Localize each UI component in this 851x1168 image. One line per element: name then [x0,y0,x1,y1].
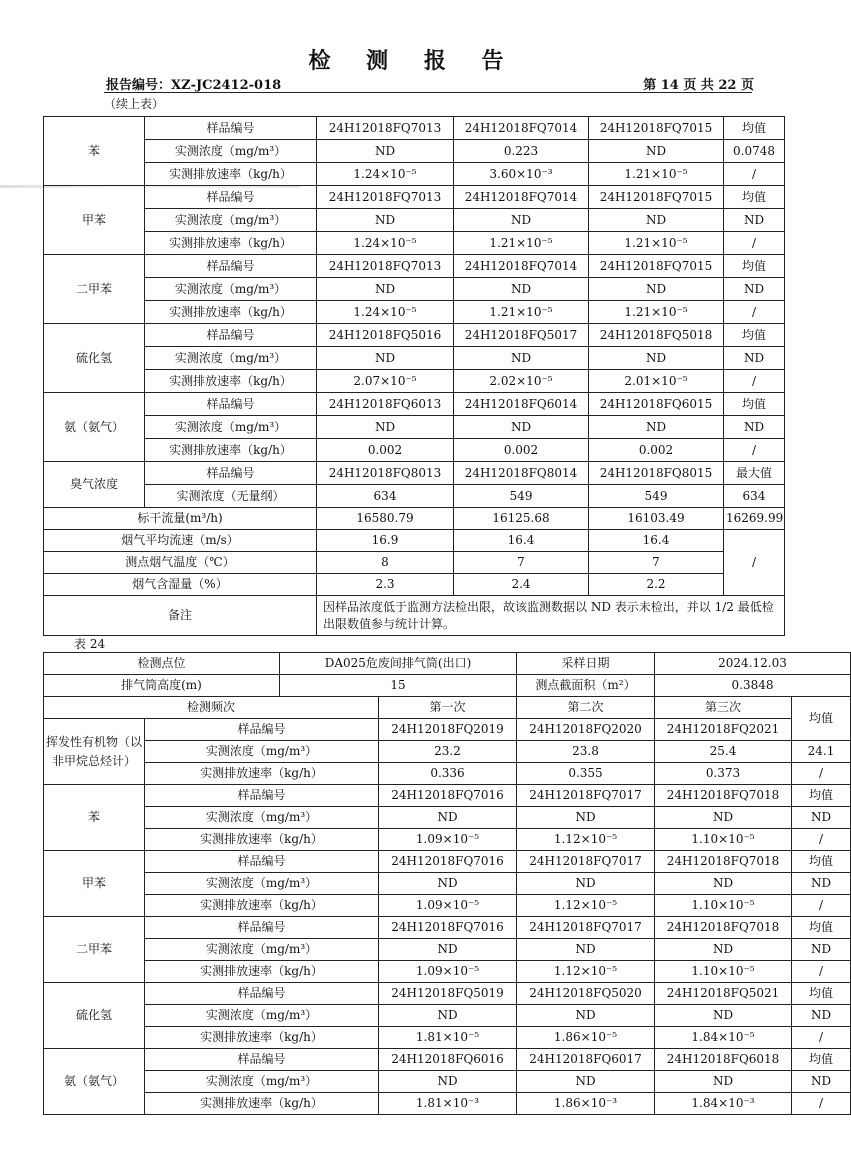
sample-id: 24H12018FQ7016 [379,917,517,939]
humidity-value: 2.4 [454,574,589,596]
table-24-caption: 表 24 [74,637,106,651]
flow-avg: 16269.99 [724,508,785,530]
concentration-row [44,485,785,508]
sample-id: 24H12018FQ7013 [317,117,454,140]
sample-id: 24H12018FQ7014 [454,255,589,278]
sample-id-row [44,117,785,140]
concentration-value: ND [655,807,792,829]
row-label: 样品编号 [145,117,317,140]
sample-id: 24H12018FQ7017 [517,851,655,873]
concentration-avg: ND [724,209,785,232]
sample-id: 24H12018FQ6015 [589,393,724,416]
emission-rate-value: 0.002 [589,439,724,462]
concentration-value: ND [655,1005,792,1027]
emission-rate-value: 1.24×10⁻⁵ [317,301,454,324]
sample-id-row [44,1049,851,1071]
flow-value: 16125.68 [454,508,589,530]
report-title: 检 测 报 告 [308,48,518,74]
emission-rate-value: 1.10×10⁻⁵ [655,895,792,917]
emission-rate-avg: / [724,439,785,462]
concentration-value: ND [655,1071,792,1093]
concentration-row [44,209,785,232]
sample-id: 24H12018FQ8015 [589,462,724,485]
sample-id: 24H12018FQ8014 [454,462,589,485]
concentration-value: 23.8 [517,741,655,763]
sample-id: 24H12018FQ5019 [379,983,517,1005]
sample-id: 24H12018FQ7016 [379,785,517,807]
remark-row [44,596,785,636]
concentration-value: ND [589,278,724,301]
sample-id: 24H12018FQ7018 [655,917,792,939]
sample-id-row [44,719,851,741]
emission-rate-value: 2.07×10⁻⁵ [317,370,454,393]
area-value: 0.3848 [655,675,851,697]
concentration-row [44,347,785,370]
sample-id: 24H12018FQ7014 [454,117,589,140]
sample-id-row [44,851,851,873]
continued-label: （续上表） [104,97,165,111]
concentration-value: ND [317,347,454,370]
emission-rate-row [44,895,851,917]
temp-value: 7 [454,552,589,574]
emission-rate-row [44,163,785,186]
emission-rate-value: 0.373 [655,763,792,785]
emission-rate-row [44,763,851,785]
date-value: 2024.12.03 [655,653,851,675]
emission-rate-value: 1.21×10⁻⁵ [589,163,724,186]
concentration-avg: ND [792,1005,851,1027]
emission-rate-avg: / [724,370,785,393]
sample-id: 24H12018FQ7013 [317,186,454,209]
sample-id: 24H12018FQ7015 [589,117,724,140]
pollutant-name: 氨（氨气） [44,393,145,462]
emission-rate-avg: / [792,961,851,983]
emission-rate-value: 1.10×10⁻⁵ [655,961,792,983]
emission-rate-avg: / [724,301,785,324]
pollutant-name: 二甲苯 [44,917,145,983]
row-label: 烟气平均流速（m/s） [44,530,317,552]
row-label: 实测排放速率（kg/h） [145,370,317,393]
emission-rate-value: 1.81×10⁻³ [379,1093,517,1115]
point-label: 检测点位 [44,653,280,675]
flow-value: 16103.49 [589,508,724,530]
pollutant-name: 二甲苯 [44,255,145,324]
emission-rate-value: 1.81×10⁻⁵ [379,1027,517,1049]
emission-rate-avg: / [792,895,851,917]
concentration-value: ND [589,140,724,163]
concentration-value: ND [317,209,454,232]
date-label: 采样日期 [517,653,655,675]
row-label: 实测排放速率（kg/h） [145,763,379,785]
report-number: 报告编号：XZ-JC2412-018 [106,78,282,93]
concentration-row [44,939,851,961]
concentration-avg: 0.0748 [724,140,785,163]
row-label: 实测排放速率（kg/h） [145,895,379,917]
humidity-row [44,574,785,596]
row-label: 实测浓度（mg/m³） [145,741,379,763]
sample-id: 24H12018FQ7013 [317,255,454,278]
velocity-value: 16.4 [454,530,589,552]
sample-id: 24H12018FQ8013 [317,462,454,485]
pollutant-name: 氨（氨气） [44,1049,145,1115]
concentration-value: ND [379,1005,517,1027]
concentration-value: 634 [317,485,454,508]
concentration-value: ND [517,807,655,829]
emission-rate-value: 3.60×10⁻³ [454,163,589,186]
row-label: 实测浓度（mg/m³） [145,278,317,301]
emission-rate-value: 1.21×10⁻⁵ [454,232,589,255]
emission-rate-row [44,370,785,393]
row-label: 实测浓度（mg/m³） [145,939,379,961]
concentration-value: ND [517,1071,655,1093]
concentration-value: ND [454,416,589,439]
sample-id: 24H12018FQ7016 [379,851,517,873]
pollutant-name: 苯 [44,117,145,186]
row-label: 实测浓度（mg/m³） [145,347,317,370]
row-label: 实测浓度（mg/m³） [145,416,317,439]
emission-rate-value: 2.02×10⁻⁵ [454,370,589,393]
concentration-row [44,741,851,763]
avg-label: 均值 [724,393,785,416]
emission-rate-value: 1.21×10⁻⁵ [589,301,724,324]
concentration-row [44,1071,851,1093]
emission-rate-value: 1.86×10⁻³ [517,1093,655,1115]
row-label: 实测浓度（mg/m³） [145,873,379,895]
pollutant-name: 甲苯 [44,186,145,255]
sample-id: 24H12018FQ6016 [379,1049,517,1071]
frequency-row [44,697,851,719]
pollutant-name: 挥发性有机物（以非甲烷总烃计） [44,719,145,785]
run-header: 第二次 [517,697,655,719]
row-label: 样品编号 [145,1049,379,1071]
concentration-value: ND [517,939,655,961]
humidity-value: 2.2 [589,574,724,596]
row-label: 实测浓度（mg/m³） [145,209,317,232]
sample-id: 24H12018FQ6014 [454,393,589,416]
velocity-value: 16.4 [589,530,724,552]
emission-rate-value: 1.09×10⁻⁵ [379,961,517,983]
concentration-value: 549 [454,485,589,508]
row-label: 实测排放速率（kg/h） [145,232,317,255]
row-label: 烟气含湿量（%） [44,574,317,596]
sample-id: 24H12018FQ5016 [317,324,454,347]
concentration-value: ND [317,140,454,163]
emission-rate-value: 1.12×10⁻⁵ [517,895,655,917]
height-label: 排气筒高度(m) [44,675,280,697]
concentration-value: ND [655,939,792,961]
emission-rate-avg: / [792,1093,851,1115]
sample-id-row [44,186,785,209]
sample-id: 24H12018FQ5017 [454,324,589,347]
emission-rate-value: 1.21×10⁻⁵ [454,301,589,324]
sample-id: 24H12018FQ7018 [655,785,792,807]
row-label: 实测排放速率（kg/h） [145,961,379,983]
concentration-value: ND [454,209,589,232]
remark-label: 备注 [44,596,317,636]
concentration-value: ND [589,416,724,439]
results-table-24 [43,652,851,1115]
row-label: 样品编号 [145,186,317,209]
velocity-row [44,530,785,552]
sample-id: 24H12018FQ7014 [454,186,589,209]
run-header: 第三次 [655,697,792,719]
concentration-avg: ND [724,347,785,370]
emission-rate-row [44,301,785,324]
avg-label: 均值 [792,917,851,939]
row-label: 样品编号 [145,719,379,741]
emission-rate-row [44,439,785,462]
point-value: DA025危废间排气筒(出口) [280,653,517,675]
temp-value: 8 [317,552,454,574]
row-label: 实测浓度（mg/m³） [145,1005,379,1027]
emission-rate-value: 0.002 [317,439,454,462]
concentration-avg: ND [724,278,785,301]
emission-rate-value: 1.10×10⁻⁵ [655,829,792,851]
emission-rate-value: 1.09×10⁻⁵ [379,895,517,917]
pollutant-name: 臭气浓度 [44,462,145,508]
concentration-value: 549 [589,485,724,508]
row-label: 样品编号 [145,983,379,1005]
emission-rate-row [44,829,851,851]
emission-rate-avg: / [792,829,851,851]
temp-row [44,552,785,574]
sample-id-row [44,255,785,278]
sample-id-row [44,393,785,416]
concentration-value: 23.2 [379,741,517,763]
sample-id: 24H12018FQ5020 [517,983,655,1005]
sample-id: 24H12018FQ2019 [379,719,517,741]
sample-id: 24H12018FQ7017 [517,785,655,807]
emission-rate-value: 1.24×10⁻⁵ [317,232,454,255]
velocity-value: 16.9 [317,530,454,552]
emission-rate-avg: / [792,1027,851,1049]
sample-id: 24H12018FQ6018 [655,1049,792,1071]
row-label: 样品编号 [145,393,317,416]
sample-id-row [44,324,785,347]
concentration-row [44,807,851,829]
row-label: 实测排放速率（kg/h） [145,1027,379,1049]
emission-rate-avg: / [792,763,851,785]
emission-rate-value: 1.12×10⁻⁵ [517,961,655,983]
concentration-avg: ND [792,939,851,961]
frequency-label: 检测频次 [44,697,379,719]
concentration-value: ND [589,209,724,232]
avg-label: 均值 [724,186,785,209]
emission-rate-value: 1.86×10⁻⁵ [517,1027,655,1049]
info-row [44,653,851,675]
emission-rate-row [44,1027,851,1049]
avg-label: 均值 [724,117,785,140]
emission-rate-row [44,232,785,255]
avg-label: 均值 [792,983,851,1005]
row-label: 样品编号 [145,917,379,939]
avg-label: 均值 [724,324,785,347]
concentration-value: ND [454,278,589,301]
row-label: 实测浓度（mg/m³） [145,807,379,829]
row-label: 样品编号 [145,462,317,485]
sample-id-row [44,917,851,939]
emission-rate-value: 1.09×10⁻⁵ [379,829,517,851]
pollutant-name: 硫化氢 [44,983,145,1049]
sample-id-row [44,983,851,1005]
concentration-value: ND [655,873,792,895]
header-divider [104,92,752,93]
pollutant-name: 苯 [44,785,145,851]
sample-id: 24H12018FQ2020 [517,719,655,741]
area-label: 测点截面积（m²） [517,675,655,697]
concentration-value: ND [379,807,517,829]
concentration-value: ND [379,939,517,961]
row-label: 样品编号 [145,324,317,347]
avg-label: 均值 [792,697,851,741]
concentration-value: ND [317,416,454,439]
row-label: 样品编号 [145,255,317,278]
concentration-avg: ND [724,416,785,439]
row-label: 样品编号 [145,851,379,873]
row-label: 样品编号 [145,785,379,807]
run-header: 第一次 [379,697,517,719]
concentration-avg: ND [792,807,851,829]
concentration-value: ND [517,873,655,895]
emission-rate-value: 0.002 [454,439,589,462]
sample-id: 24H12018FQ2021 [655,719,792,741]
concentration-avg: 24.1 [792,741,851,763]
not-applicable: / [724,530,785,596]
concentration-max: 634 [724,485,785,508]
emission-rate-value: 2.01×10⁻⁵ [589,370,724,393]
results-table-continued [43,116,785,636]
avg-label: 均值 [792,1049,851,1071]
concentration-row [44,278,785,301]
flow-row [44,508,785,530]
concentration-value: 25.4 [655,741,792,763]
concentration-value: ND [379,873,517,895]
emission-rate-value: 0.336 [379,763,517,785]
concentration-row [44,1005,851,1027]
row-label: 实测浓度（无量纲） [145,485,317,508]
concentration-avg: ND [792,873,851,895]
row-label: 实测排放速率（kg/h） [145,829,379,851]
row-label: 实测排放速率（kg/h） [145,301,317,324]
concentration-value: 0.223 [454,140,589,163]
emission-rate-value: 1.21×10⁻⁵ [589,232,724,255]
flow-value: 16580.79 [317,508,454,530]
concentration-row [44,873,851,895]
pollutant-name: 甲苯 [44,851,145,917]
max-label: 最大值 [724,462,785,485]
emission-rate-value: 0.355 [517,763,655,785]
concentration-value: ND [317,278,454,301]
sample-id: 24H12018FQ7018 [655,851,792,873]
sample-id: 24H12018FQ6017 [517,1049,655,1071]
emission-rate-value: 1.84×10⁻³ [655,1093,792,1115]
row-label: 实测浓度（mg/m³） [145,140,317,163]
remark-text: 因样品浓度低于监测方法检出限，故该监测数据以 ND 表示未检出，并以 1/2 最低检出限数值参与统计计算。 [317,596,785,636]
concentration-row [44,140,785,163]
sample-id: 24H12018FQ5018 [589,324,724,347]
sample-id: 24H12018FQ7017 [517,917,655,939]
avg-label: 均值 [792,851,851,873]
sample-id-row [44,785,851,807]
avg-label: 均值 [792,785,851,807]
sample-id: 24H12018FQ5021 [655,983,792,1005]
concentration-value: ND [379,1071,517,1093]
emission-rate-avg: / [724,163,785,186]
temp-value: 7 [589,552,724,574]
pollutant-name: 硫化氢 [44,324,145,393]
page-indicator: 第 14 页 共 22 页 [643,78,754,93]
emission-rate-row [44,961,851,983]
emission-rate-row [44,1093,851,1115]
concentration-avg: ND [792,1071,851,1093]
concentration-row [44,416,785,439]
sample-id: 24H12018FQ7015 [589,255,724,278]
concentration-value: ND [589,347,724,370]
height-value: 15 [280,675,517,697]
emission-rate-avg: / [724,232,785,255]
row-label: 实测浓度（mg/m³） [145,1071,379,1093]
concentration-value: ND [517,1005,655,1027]
emission-rate-value: 1.12×10⁻⁵ [517,829,655,851]
info-row [44,675,851,697]
avg-label: 均值 [724,255,785,278]
sample-id: 24H12018FQ7015 [589,186,724,209]
concentration-value: ND [454,347,589,370]
row-label: 实测排放速率（kg/h） [145,1093,379,1115]
sample-id-row [44,462,785,485]
humidity-value: 2.3 [317,574,454,596]
emission-rate-value: 1.24×10⁻⁵ [317,163,454,186]
row-label: 标干流量(m³/h) [44,508,317,530]
row-label: 测点烟气温度（℃） [44,552,317,574]
row-label: 实测排放速率（kg/h） [145,439,317,462]
sample-id: 24H12018FQ6013 [317,393,454,416]
emission-rate-value: 1.84×10⁻⁵ [655,1027,792,1049]
row-label: 实测排放速率（kg/h） [145,163,317,186]
